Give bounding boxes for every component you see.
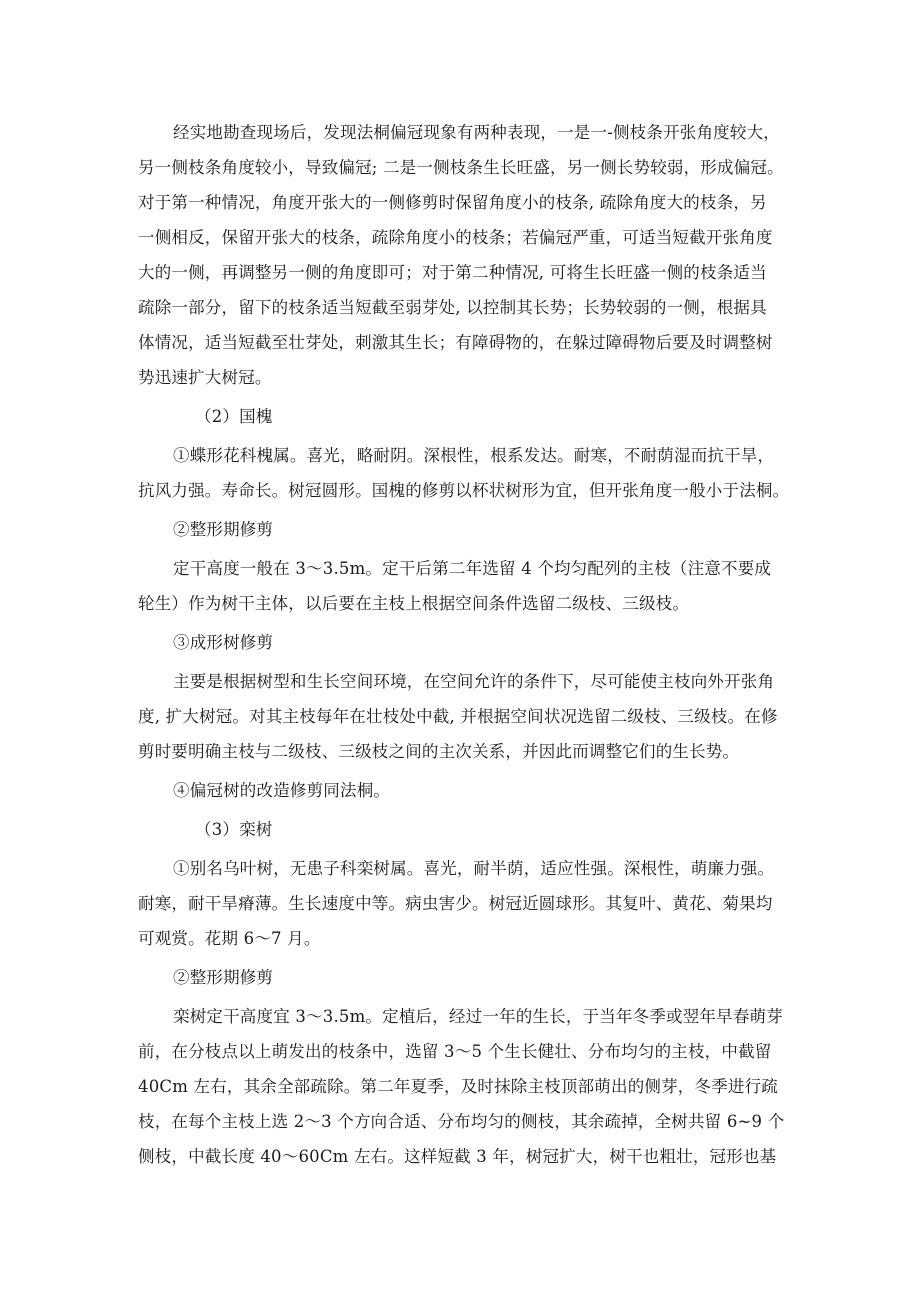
- paragraph-luanshu-shaping: [138, 999, 788, 1174]
- text-line: 剪时要明确主枝与二级枝、三级枝之间的主次关系，并因此而调整它们的生长势。: [138, 742, 740, 761]
- text-line: 栾树定干高度宜 3～3.5m。定植后，经过一年的生长，于当年冬季或翌年早春萌芽: [173, 1007, 783, 1026]
- text-line: 主要是根据树型和生长空间环境，在空间允许的条件下，尽可能使主枝向外开张角: [173, 672, 775, 691]
- text-line: 体情况，适当短截至壮芽处，刺激其生长；有障碍物的，在躲过障碍物后要及时调整树: [138, 333, 773, 352]
- text-line: 度, 扩大树冠。对其主枝每年在壮枝处中截, 并根据空间状况选留二级枝、三级枝。在修: [138, 707, 778, 726]
- text-line: 40Cm 左右，其余全部疏除。第二年夏季，及时抹除主枝顶部萌出的侧芽，冬季进行疏: [138, 1077, 779, 1096]
- paragraph-guohuai-description: [138, 438, 788, 508]
- paragraph-guohuai-mature: [138, 664, 788, 769]
- text-line: 枝，在每个主枝上选 2～3 个方向合适、分布均匀的侧枝，其余疏掉，全树共留 6~9 个: [138, 1112, 785, 1131]
- document-body: [138, 115, 788, 1174]
- paragraph-guohuai-crown-fix: ④偏冠树的改造修剪同法桐。: [173, 781, 391, 800]
- text-line: 定干高度一般在 3～3.5m。定干后第二年选留 4 个均匀配列的主枝（注意不要成: [173, 559, 772, 578]
- text-line: 大的一侧，再调整另一侧的角度即可；对于第二种情况, 可将生长旺盛一侧的枝条适当: [138, 263, 767, 282]
- paragraph-guohuai-shaping: [138, 551, 788, 621]
- text-line: 另一侧枝条角度较小，导致偏冠; 二是一侧枝条生长旺盛，另一侧长势较弱，形成偏冠。: [138, 158, 784, 177]
- paragraph-luanshu-description: [138, 851, 788, 956]
- text-line: 势迅速扩大树冠。: [138, 368, 272, 387]
- section-heading-guohuai: （2）国槐: [195, 407, 273, 426]
- text-line: 一侧相反，保留开张大的枝条，疏除角度小的枝条；若偏冠严重，可适当短截开张角度: [138, 228, 773, 247]
- text-line: 经实地勘查现场后，发现法桐偏冠现象有两种表现，一是一-侧枝条开张角度较大，: [173, 123, 780, 142]
- text-line: 侧枝，中截长度 40～60Cm 左右。这样短截 3 年，树冠扩大，树干也粗壮，冠形也基: [138, 1147, 777, 1166]
- subheading-luanshu-shaping: ②整形期修剪: [173, 968, 274, 987]
- section-heading-luanshu: （3）栾树: [195, 820, 273, 839]
- subheading-guohuai-shaping: ②整形期修剪: [173, 520, 274, 539]
- text-line: 抗风力强。寿命长。树冠圆形。国槐的修剪以杯状树形为宜，但开张角度一般小于法桐。: [138, 481, 790, 500]
- text-line: ①蝶形花科槐属。喜光，略耐阴。深根性，根系发达。耐寒，不耐荫湿而抗干旱，: [173, 446, 775, 465]
- text-line: 疏除一部分，留下的枝条适当短截至弱芽处, 以控制其长势；长势较弱的一侧，根据具: [138, 298, 767, 317]
- subheading-guohuai-mature: ③成形树修剪: [173, 633, 274, 652]
- text-line: 耐寒，耐干旱瘠薄。生长速度中等。病虫害少。树冠近圆球形。其复叶、黄花、菊果均: [138, 894, 773, 913]
- text-line: 前，在分枝点以上萌发出的枝条中，选留 3～5 个生长健壮、分布均匀的主枝，中截留: [138, 1042, 772, 1061]
- text-line: ①别名乌叶树，无患子科栾树属。喜光，耐半荫，适应性强。深根性，萌廉力强。: [173, 859, 775, 878]
- text-line: 对于第一种情况，角度开张大的一侧修剪时保留角度小的枝条, 疏除角度大的枝条，另: [138, 193, 767, 212]
- text-line: 轮生）作为树干主体，以后要在主枝上根据空间条件选留二级枝、三级枝。: [138, 594, 690, 613]
- paragraph-fatong-crown: [138, 115, 788, 395]
- text-line: 可观赏。花期 6～7 月。: [138, 929, 321, 948]
